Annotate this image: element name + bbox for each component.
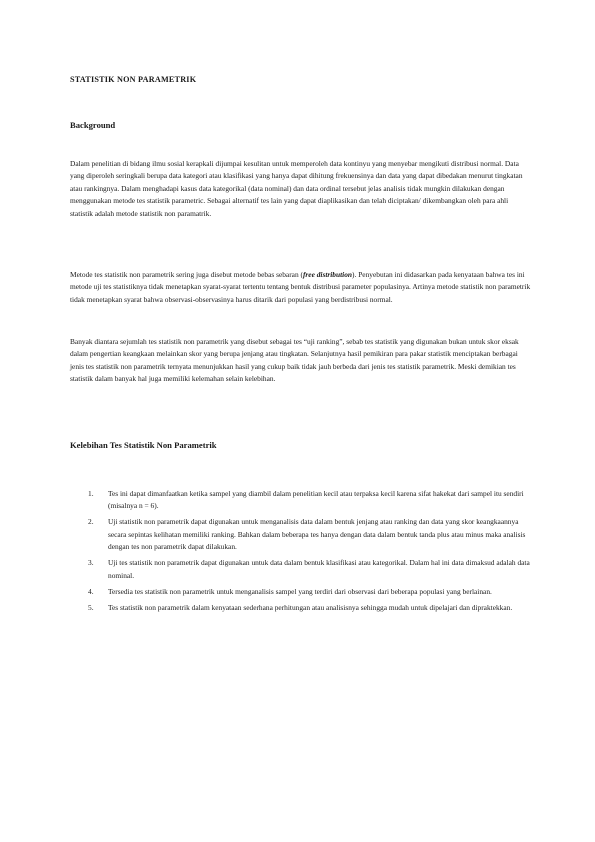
advantages-list: [88, 488, 532, 618]
document-title: STATISTIK NON PARAMETRIK: [70, 75, 197, 84]
list-item-text: Uji tes statistik non parametrik dapat digunakan untuk data dalam bentuk klasifikasi atau kategorikal. Dalam hal ini data dimaksud adalah data nominal.: [108, 558, 530, 580]
list-item: [88, 602, 532, 614]
list-item: [88, 586, 532, 598]
list-item-number: 3.: [88, 558, 94, 568]
list-item-text: Uji statistik non parametrik dapat digunakan untuk menganalisis data dalam bentuk jenjang atau ranking dan data yang skor keangkaannya secara sepintas kelihatan memiliki ranking. Bahkan dalam beberapa tes hanya dengan data dalam bentuk tanda plus atau minus maka analisis dengan tes non parametrik dapat dilakukan.: [108, 517, 526, 552]
paragraph-2-text-before: Metode tes statistik non parametrik sering juga disebut metode bebas sebaran (: [70, 270, 303, 279]
list-item-text: Tersedia tes statistik non parametrik untuk menganalisis sampel yang terdiri dari observasi dari beberapa populasi yang berlainan.: [108, 586, 492, 596]
paragraph-2-emphasis: free distribution: [302, 270, 353, 279]
list-item-text: Tes ini dapat dimanfaatkan ketika sampel yang diambil dalam penelitian kecil atau terpaksa kecil karena sifat hakekat dari sampel itu sendiri (misalnya n = 6).: [108, 489, 524, 511]
paragraph-3: Banyak diantara sejumlah tes statistik non parametrik yang disebut sebagai tes “uji ranking”, sebab tes statistik yang digunakan bukan untuk skor eksak dalam pengertian keangkaan melainkan skor yang berupa jenjang atau tingkatan. Selanjutnya hasil pemikiran para pakar statistik menciptakan berbagai jenis tes statistik non parametrik ternyata menunjukkan hasil yang cukup baik tidak jauh berbeda dari jenis tes statistik parametrik. Meski demikian tes statistik dalam banyak hal juga memiliki kelemahan selain kelebihan.: [70, 337, 519, 384]
paragraph-1: Dalam penelitian di bidang ilmu sosial kerapkali dijumpai kesulitan untuk memperoleh data kontinyu yang menyebar mengikuti distribusi normal. Data yang diperoleh seringkali berupa data kategori atau klasifikasi yang hanya dapat dihitung frekuensinya dan data yang dapat dibedakan menurut tingkatan atau rankingnya. Dalam menghadapi kasus data kategorikal (data nominal) dan data ordinal tersebut jelas analisis tidak mungkin dilakukan dengan menggunakan metode tes statistik parametric. Sebagai alternatif tes lain yang dapat diaplikasikan dan telah diciptakan/ dikembangkan oleh para ahli statistik adalah metode statistik non paramatrik.: [70, 159, 523, 218]
list-item: [88, 488, 532, 513]
background-heading: Background: [70, 120, 116, 130]
list-item-number: 2.: [88, 517, 94, 527]
list-item: [88, 516, 532, 553]
list-item-number: 5.: [88, 602, 94, 612]
list-item-text: Tes statistik non parametrik dalam kenyataan sederhana perhitungan atau analisisnya sehingga mudah untuk dipelajari dan dipraktekkan.: [108, 602, 513, 612]
list-item-number: 1.: [88, 489, 94, 498]
paragraph-2: [70, 269, 532, 306]
advantages-heading: Kelebihan Tes Statistik Non Parametrik: [70, 440, 217, 450]
paragraph-2-text-after: ). Penyebutan ini didasarkan pada kenyataan bahwa tes ini metode uji tes statistiknya tidak menetapkan syarat-syarat tertentu tentang bentuk distribusi parameter populasinya. Artinya metode statistik non parametrik tidak menetapkan syarat bahwa observasi-observasinya harus ditarik dari populasi yang berdistribusi normal.: [70, 270, 531, 304]
list-item-number: 4.: [88, 586, 94, 596]
list-item: [88, 557, 532, 582]
